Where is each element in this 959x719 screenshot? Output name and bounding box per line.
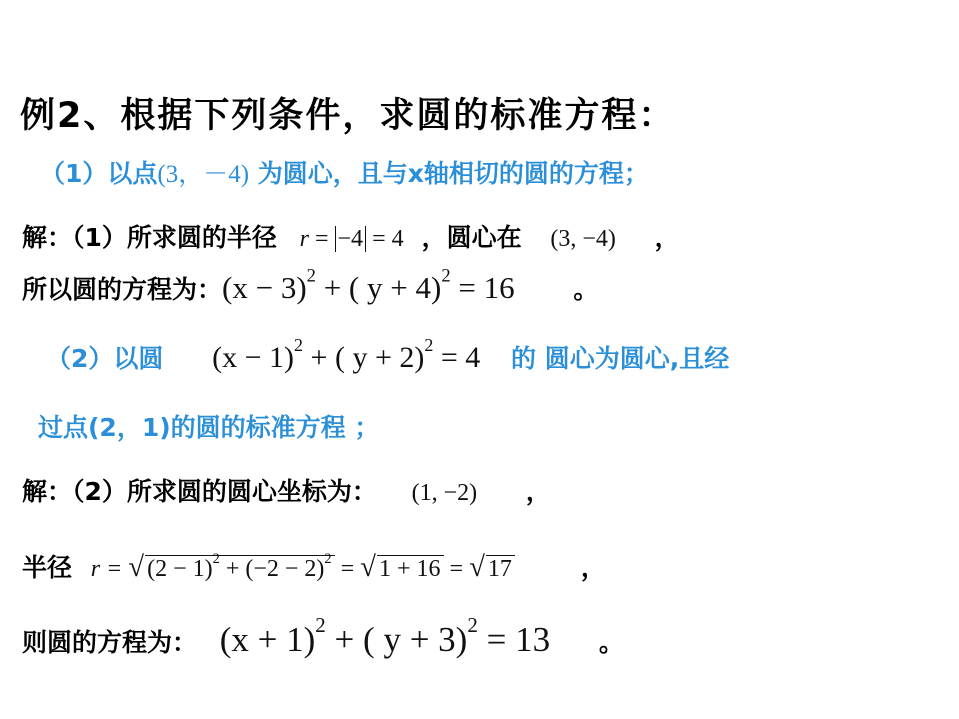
- radicand-term-1: (2 − 1): [147, 556, 213, 582]
- answer-1-period: 。: [573, 275, 599, 304]
- answer-2-final-line: [22, 613, 624, 660]
- radius-comma: ，: [580, 553, 606, 582]
- sqrt-radicand-2: 1 + 16: [377, 555, 444, 582]
- answer-2-radius-line: [22, 548, 606, 584]
- answer-1-equation: [222, 265, 515, 305]
- q2-term-y: + ( y + 2): [303, 341, 425, 374]
- eq-term-y: + ( y + 4): [315, 270, 442, 305]
- page-title: 例2、根据下列条件，求圆的标准方程：: [20, 96, 676, 136]
- final-equation: [219, 613, 551, 659]
- sqrt-sign-1: √: [128, 551, 145, 583]
- radius-eq-2: =: [443, 556, 470, 582]
- answer-1-center: (3, −4): [550, 226, 616, 252]
- radius-label: 半径: [22, 553, 73, 582]
- q2-exp-2: 2: [424, 334, 434, 355]
- radius-abs-value: −4: [335, 226, 367, 252]
- answer-2-label: 解：（2）所求圆的圆心坐标为：: [22, 477, 377, 506]
- sqrt-radicand-1: [145, 551, 335, 582]
- answer-1-line-2: [22, 265, 599, 306]
- question-2-prefix: （2）以圆: [46, 344, 164, 373]
- sqrt-sign-3: √: [469, 551, 485, 583]
- question-1: [40, 154, 649, 190]
- eq-exp-2: 2: [441, 265, 451, 287]
- answer-1-comma: ，: [654, 223, 680, 252]
- answer-1-equation-label: 所以圆的方程为：: [22, 275, 223, 304]
- eq-rhs: = 16: [450, 270, 515, 305]
- sqrt-radicand-3: 17: [486, 555, 515, 582]
- answer-1-radius: [300, 226, 410, 252]
- answer-2-line-1: [22, 472, 551, 508]
- radicand-exp-1: 2: [212, 551, 220, 568]
- q2-exp-1: 2: [294, 334, 304, 355]
- answer-1-label: 解：（1）所求圆的半径: [22, 223, 277, 252]
- radius-equals: =: [308, 226, 335, 252]
- answer-1-mid: ，圆心在: [421, 223, 522, 252]
- answer-2-center: (1, −2): [411, 480, 478, 506]
- radicand-term-2: + (−2 − 2): [219, 556, 325, 582]
- radius-r: r =: [90, 556, 129, 582]
- final-term-y: + ( y + 3): [325, 620, 468, 659]
- question-2-equation: [212, 334, 481, 374]
- eq-term-x: (x − 3): [222, 270, 307, 305]
- question-1-point: (3，－4): [157, 161, 250, 188]
- answer-2-comma: ，: [525, 477, 551, 506]
- final-term-x: (x + 1): [219, 620, 316, 659]
- final-exp-1: 2: [315, 613, 326, 638]
- radius-symbol: r: [299, 226, 309, 252]
- final-exp-2: 2: [467, 613, 478, 638]
- answer-1-line-1: [22, 218, 680, 254]
- final-period: 。: [598, 628, 624, 657]
- final-rhs: = 13: [477, 620, 551, 659]
- question-2-suffix: 的 圆心为圆心,且经: [511, 344, 730, 373]
- radius-eq-1: =: [334, 556, 361, 582]
- q2-rhs: = 4: [433, 341, 481, 374]
- radius-expression: [90, 551, 521, 583]
- radicand-exp-2: 2: [324, 551, 332, 568]
- question-1-suffix: 为圆心，且与x轴相切的圆的方程；: [249, 159, 649, 188]
- question-1-prefix: （1）以点: [40, 159, 158, 188]
- question-2-line-2: 过点(2，1)的圆的标准方程 ；: [38, 413, 380, 442]
- final-label: 则圆的方程为：: [22, 628, 198, 657]
- eq-exp-1: 2: [306, 265, 316, 287]
- radius-result: = 4: [366, 226, 404, 252]
- question-2-line-1: [46, 334, 730, 375]
- sqrt-sign-2: √: [360, 551, 376, 583]
- q2-term-x: (x − 1): [212, 341, 295, 374]
